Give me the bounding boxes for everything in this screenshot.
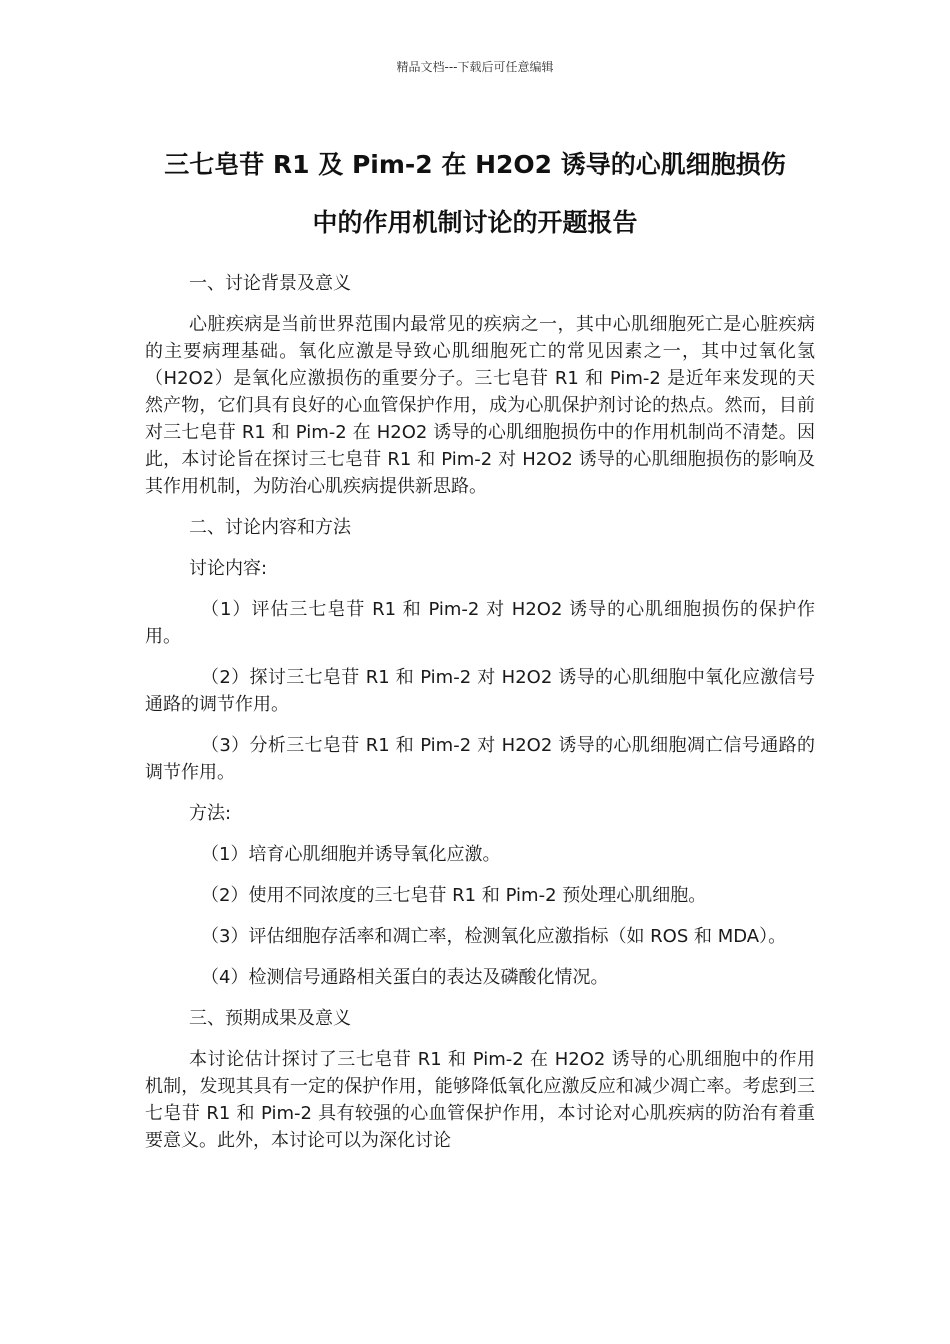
content-item-1: （1）评估三七皂苷 R1 和 Pim-2 对 H2O2 诱导的心肌细胞损伤的保护作用。 (145, 599, 815, 647)
method-item-1: （1）培育心肌细胞并诱导氧化应激。 (201, 844, 501, 865)
method-item-4: （4）检测信号通路相关蛋白的表达及磷酸化情况。 (201, 967, 609, 988)
method-item-2: （2）使用不同浓度的三七皂苷 R1 和 Pim-2 预处理心肌细胞。 (201, 885, 707, 906)
header-note: 精品文档---下载后可任意编辑 (396, 60, 554, 74)
section-3-heading: 三、预期成果及意义 (189, 1008, 351, 1029)
title-line-1: 三七皂苷 R1 及 Pim-2 在 H2O2 诱导的心肌细胞损伤 (164, 150, 786, 179)
method-item-3: （3）评估细胞存活率和凋亡率，检测氧化应激指标（如 ROS 和 MDA）。 (201, 926, 787, 947)
content-label: 讨论内容: (189, 558, 268, 579)
title-line-2: 中的作用机制讨论的开题报告 (312, 208, 638, 237)
section-2-heading: 二、讨论内容和方法 (189, 517, 351, 538)
document-title (140, 136, 810, 252)
section-3-paragraph: 本讨论估计探讨了三七皂苷 R1 和 Pim-2 在 H2O2 诱导的心肌细胞中的作用机制，发现其具有一定的保护作用，能够降低氧化应激反应和减少凋亡率。考虑到三七皂苷 R1 和 Pim-2 具有较强的心血管保护作用，本讨论对心肌疾病的防治有着重要意义。此外，本讨论可以为深化讨论 (145, 1049, 815, 1151)
content-item-3: （3）分析三七皂苷 R1 和 Pim-2 对 H2O2 诱导的心肌细胞凋亡信号通路的调节作用。 (145, 735, 815, 783)
content-item-2: （2）探讨三七皂苷 R1 和 Pim-2 对 H2O2 诱导的心肌细胞中氧化应激信号通路的调节作用。 (145, 667, 815, 715)
section-1-heading: 一、讨论背景及意义 (189, 273, 351, 294)
method-label: 方法: (189, 803, 232, 824)
document-body (145, 270, 815, 1168)
section-1-paragraph: 心脏疾病是当前世界范围内最常见的疾病之一，其中心肌细胞死亡是心脏疾病的主要病理基础。氧化应激是导致心肌细胞死亡的常见因素之一，其中过氧化氢（H2O2）是氧化应激损伤的重要分子。三七皂苷 R1 和 Pim-2 是近年来发现的天然产物，它们具有良好的心血管保护作用，成为心肌保护剂讨论的热点。然而，目前对三七皂苷 R1 和 Pim-2 在 H2O2 诱导的心肌细胞损伤中的作用机制尚不清楚。因此，本讨论旨在探讨三七皂苷 R1 和 Pim-2 对 H2O2 诱导的心肌细胞损伤的影响及其作用机制，为防治心肌疾病提供新思路。 (145, 314, 815, 497)
